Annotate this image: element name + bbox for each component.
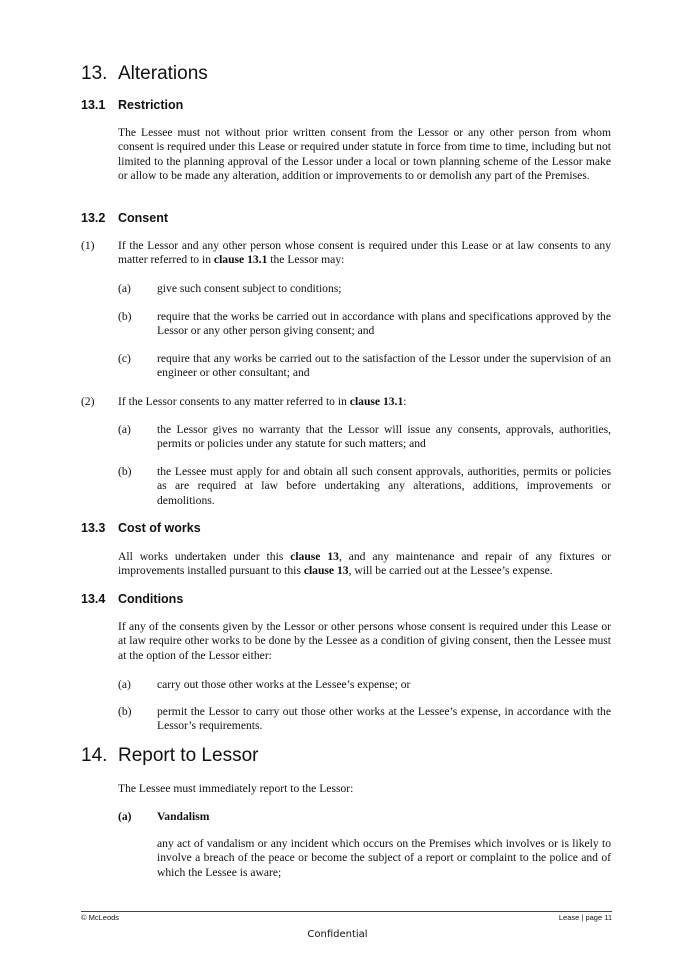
para-1-text-post: the Lessor may: <box>267 253 345 267</box>
clause-13-4a-text: carry out those other works at the Lessee’s expense; or <box>157 678 411 691</box>
para-2a-label: (a) <box>118 423 131 436</box>
clause-13-4-number: 13.4 <box>81 592 106 606</box>
para-1b-text: require that the works be carried out in accordance with plans and specifications approved by the Lessor or any other person giving consent; and <box>157 310 611 338</box>
clause-14a-label: (a) <box>118 810 132 823</box>
clause-13-4a-label: (a) <box>118 678 131 691</box>
section-14-title: Report to Lessor <box>118 745 259 766</box>
clause-13-3-text-2: , and any maintenance and repair of any fixtures or improvements installed pursuant to this <box>118 550 611 578</box>
para-1-text <box>118 239 611 268</box>
clause-13-1-number: 13.1 <box>81 98 106 112</box>
clause-13-3-text-3: , will be carried out at the Lessee’s expense. <box>348 564 553 578</box>
clause-13-3-text-1: All works undertaken under this <box>118 550 291 563</box>
clause-13-2-title: Consent <box>118 211 168 225</box>
para-2-text-post: : <box>403 395 407 408</box>
section-14-intro: The Lessee must immediately report to the Lessor: <box>118 782 354 795</box>
clause-13-2-number: 13.2 <box>81 211 106 225</box>
para-1c-label: (c) <box>118 352 131 365</box>
clause-ref: clause 13.1 <box>349 395 404 408</box>
clause-13-4b-label: (b) <box>118 705 132 718</box>
footer-divider <box>81 911 612 912</box>
section-14-heading <box>81 745 258 767</box>
para-1a-label: (a) <box>118 282 131 295</box>
section-13-number: 13. <box>81 63 108 84</box>
clause-13-2-heading <box>81 211 168 225</box>
para-1b-label: (b) <box>118 310 132 323</box>
para-2b-label: (b) <box>118 465 132 478</box>
para-2-label: (2) <box>81 395 95 408</box>
clause-13-3-heading <box>81 521 201 535</box>
para-1-label: (1) <box>81 239 95 252</box>
clause-13-4b-text: permit the Lessor to carry out those other works at the Lessee’s expense, in accordance with the Lessor’s requirements. <box>157 705 611 733</box>
confidential-label: Confidential <box>307 929 368 940</box>
clause-ref: clause 13.1 <box>213 253 268 267</box>
footer-page-label: Lease | page 11 <box>558 913 612 922</box>
para-2-text-pre: If the Lessor consents to any matter referred to in <box>118 395 350 408</box>
clause-13-3-title: Cost of works <box>118 521 201 535</box>
footer-copyright: © McLeods <box>81 913 120 922</box>
section-13-title: Alterations <box>118 63 208 84</box>
para-1c-text: require that any works be carried out to the satisfaction of the Lessor under the supervision of an engineer or other consultant; and <box>157 352 611 380</box>
clause-13-1-title: Restriction <box>118 98 184 112</box>
clause-ref: clause 13 <box>290 550 339 563</box>
clause-13-4-title: Conditions <box>118 592 184 606</box>
para-2b-text: the Lessee must apply for and obtain all such consent approvals, authorities, permits or policies as are required at law before undertaking any alterations, additions, improvements or demolitions. <box>157 465 611 507</box>
section-14-number: 14. <box>81 745 108 766</box>
para-2a-text: the Lessor gives no warranty that the Lessor will issue any consents, approvals, authorities, permits or policies under any statute for such matters; and <box>157 423 611 451</box>
clause-13-1-heading <box>81 98 183 112</box>
para-2-text <box>118 395 611 409</box>
clause-13-4-text: If any of the consents given by the Lessor or other persons whose consent is required under this Lease or at law require other works to be done by the Lessee as a condition of giving consent, then the Lessee must at the option of the Lessor either: <box>118 620 611 662</box>
clause-ref: clause 13 <box>303 564 349 578</box>
clause-13-4-heading <box>81 592 183 606</box>
clause-13-1-text: The Lessee must not without prior written consent from the Lessor or any other person from whom consent is required under this Lease or required under statute in force from time to time, including but not limited to the planning approval of the Lessor under a local or town planning scheme of the Lessor make or allow to be made any alteration, addition or improvements to or demolish any part of the Premises. <box>118 126 611 183</box>
section-13-heading <box>81 63 208 85</box>
clause-14a-title: Vandalism <box>157 810 210 823</box>
clause-14a-text: any act of vandalism or any incident which occurs on the Premises which involves or is likely to involve a breach of the peace or become the subject of a report or complaint to the police and of which the Lessee is aware; <box>157 837 611 879</box>
para-1-text-pre: If the Lessor and any other person whose consent is required under this Lease or at law consents to any matter referred to in <box>118 239 611 267</box>
para-1a-text: give such consent subject to conditions; <box>157 282 342 295</box>
clause-13-3-text <box>118 550 611 579</box>
clause-13-3-number: 13.3 <box>81 521 106 535</box>
